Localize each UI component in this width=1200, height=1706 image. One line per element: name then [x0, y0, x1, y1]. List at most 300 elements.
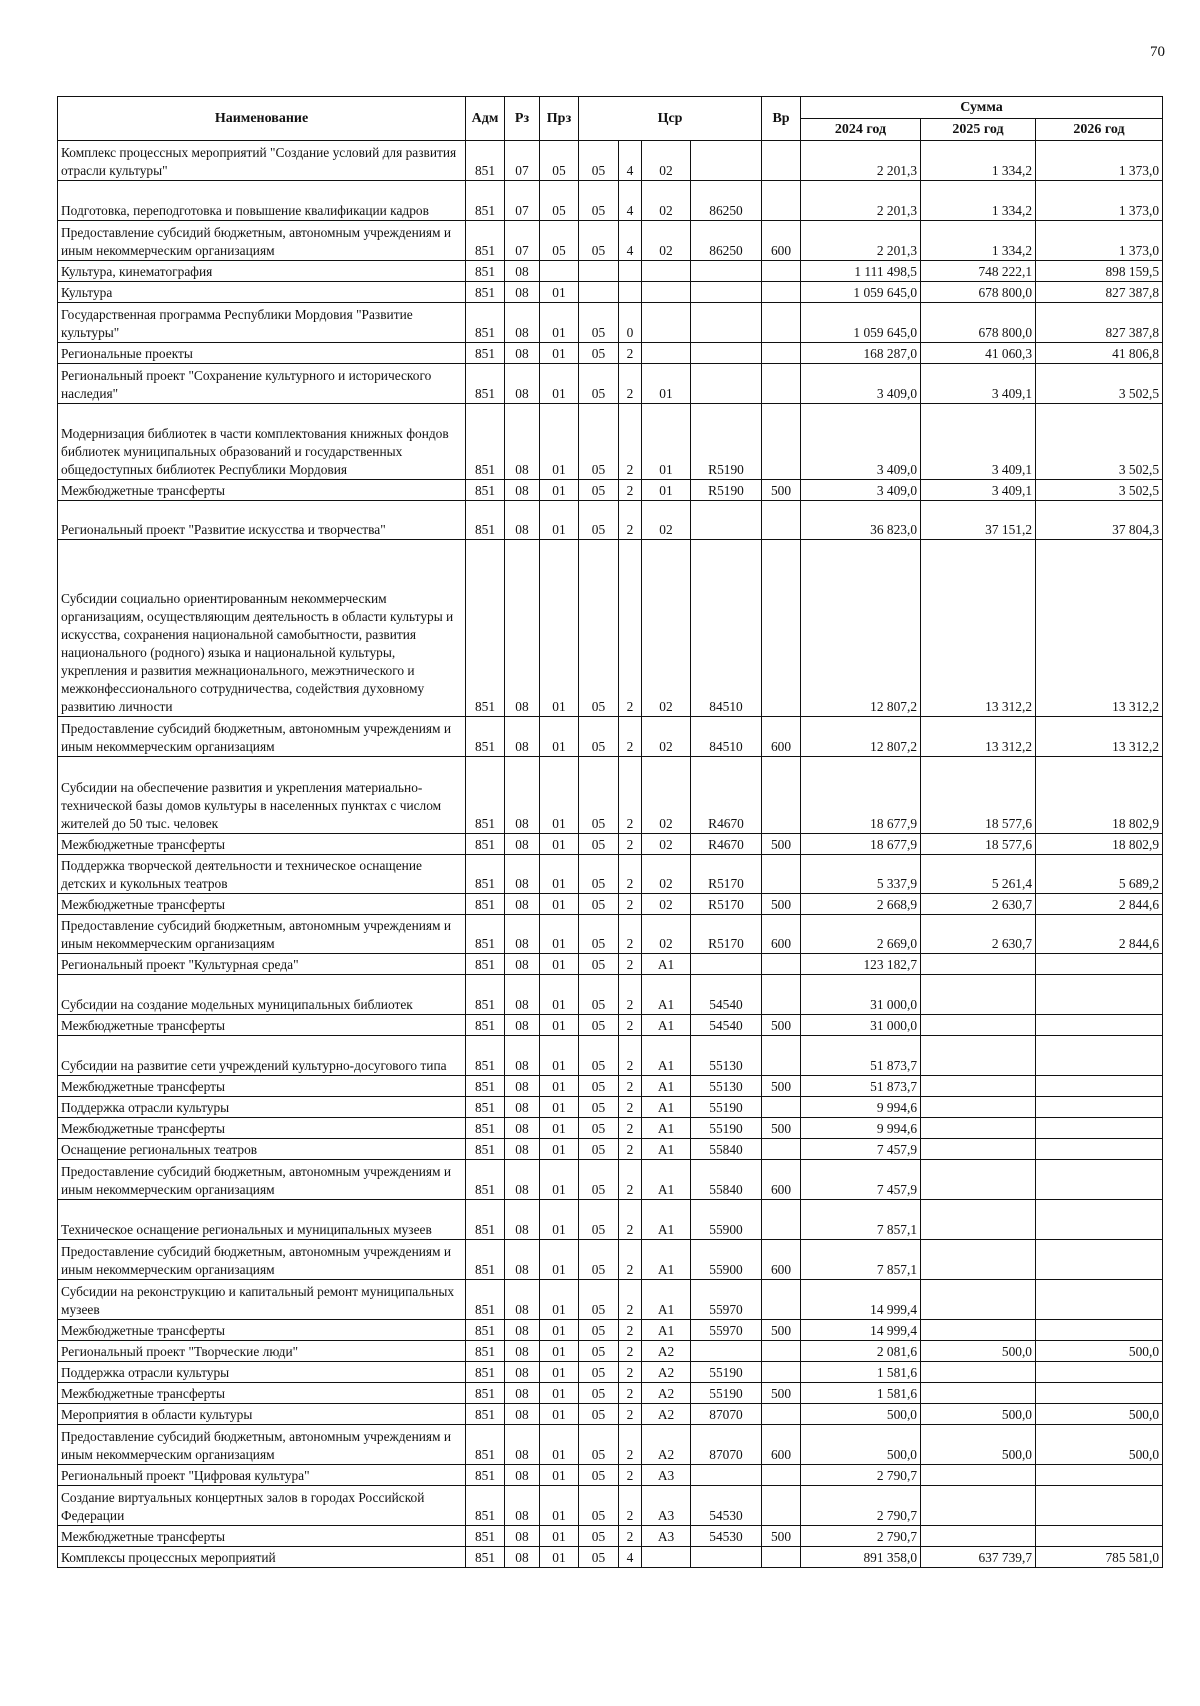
cell-vr [762, 975, 801, 1015]
cell-adm: 851 [466, 1036, 505, 1076]
cell-sum-2026: 500,0 [1036, 1341, 1163, 1362]
table-row [58, 1486, 1163, 1526]
table-row [58, 894, 1163, 915]
cell-name: Межбюджетные трансферты [58, 894, 466, 915]
cell-rz: 08 [505, 1425, 540, 1465]
cell-tsr-type: 2 [619, 834, 642, 855]
cell-tsr-type: 2 [619, 404, 642, 480]
cell-prz: 01 [540, 975, 579, 1015]
cell-tsr-program: 05 [579, 915, 619, 954]
cell-tsr-type: 2 [619, 1015, 642, 1036]
cell-prz: 01 [540, 364, 579, 404]
cell-adm: 851 [466, 480, 505, 501]
table-row [58, 975, 1163, 1015]
cell-tsr-direction: 86250 [691, 181, 762, 221]
cell-sum-2025: 500,0 [921, 1404, 1036, 1425]
cell-sum-2025: 3 409,1 [921, 404, 1036, 480]
cell-prz: 01 [540, 1383, 579, 1404]
cell-sum-2024: 123 182,7 [801, 954, 921, 975]
cell-tsr-program [579, 282, 619, 303]
header-prz: Прз [540, 97, 579, 141]
cell-tsr-project: A1 [642, 1015, 691, 1036]
cell-sum-2024: 7 857,1 [801, 1240, 921, 1280]
cell-tsr-project: 02 [642, 540, 691, 717]
cell-vr: 500 [762, 1526, 801, 1547]
cell-sum-2024: 1 059 645,0 [801, 282, 921, 303]
cell-sum-2024: 5 337,9 [801, 855, 921, 894]
cell-name: Культура [58, 282, 466, 303]
cell-sum-2024: 1 059 645,0 [801, 303, 921, 343]
cell-rz: 08 [505, 480, 540, 501]
table-row [58, 1280, 1163, 1320]
cell-tsr-direction [691, 141, 762, 181]
cell-tsr-project: A1 [642, 1076, 691, 1097]
cell-tsr-direction [691, 1465, 762, 1486]
cell-tsr-program: 05 [579, 1280, 619, 1320]
table-row [58, 480, 1163, 501]
cell-name: Культура, кинематография [58, 261, 466, 282]
cell-prz: 01 [540, 1404, 579, 1425]
cell-tsr-program: 05 [579, 1015, 619, 1036]
cell-tsr-program: 05 [579, 303, 619, 343]
table-row [58, 1015, 1163, 1036]
cell-adm: 851 [466, 540, 505, 717]
cell-prz: 05 [540, 221, 579, 261]
table-row [58, 343, 1163, 364]
cell-name: Субсидии на реконструкцию и капитальный ремонт муниципальных музеев [58, 1280, 466, 1320]
cell-tsr-project: 02 [642, 181, 691, 221]
cell-tsr-direction [691, 954, 762, 975]
cell-vr: 600 [762, 915, 801, 954]
cell-tsr-direction: 55130 [691, 1076, 762, 1097]
cell-sum-2024: 1 581,6 [801, 1362, 921, 1383]
cell-name: Предоставление субсидий бюджетным, автономным учреждениям и иным некоммерческим организациям [58, 1240, 466, 1280]
cell-sum-2024: 7 457,9 [801, 1139, 921, 1160]
cell-rz: 08 [505, 1362, 540, 1383]
table-row [58, 1139, 1163, 1160]
cell-rz: 08 [505, 1383, 540, 1404]
cell-prz: 01 [540, 757, 579, 834]
cell-adm: 851 [466, 954, 505, 975]
table-row [58, 1404, 1163, 1425]
table-row [58, 1425, 1163, 1465]
cell-tsr-project: A1 [642, 954, 691, 975]
cell-name: Субсидии социально ориентированным некоммерческим организациям, осуществляющим деятельность в области культуры и искусства, сохранения национальной самобытности, развития национального (родного) языка и национальной культуры, укрепления и развития межнационального, межэтнического и межконфессионального сотрудничества, содействия духовному развитию личности [58, 540, 466, 717]
cell-vr [762, 1097, 801, 1118]
cell-rz: 08 [505, 1526, 540, 1547]
cell-sum-2024: 31 000,0 [801, 975, 921, 1015]
cell-rz: 08 [505, 540, 540, 717]
cell-tsr-direction: 55840 [691, 1160, 762, 1200]
cell-sum-2026: 13 312,2 [1036, 540, 1163, 717]
cell-tsr-direction: R5190 [691, 404, 762, 480]
cell-name: Подготовка, переподготовка и повышение квалификации кадров [58, 181, 466, 221]
cell-rz: 08 [505, 894, 540, 915]
cell-vr: 600 [762, 717, 801, 757]
cell-tsr-project: 01 [642, 364, 691, 404]
cell-sum-2024: 9 994,6 [801, 1097, 921, 1118]
cell-vr: 500 [762, 1383, 801, 1404]
table-row [58, 1160, 1163, 1200]
cell-tsr-program: 05 [579, 1341, 619, 1362]
cell-adm: 851 [466, 282, 505, 303]
table-row [58, 954, 1163, 975]
cell-sum-2026: 785 581,0 [1036, 1547, 1163, 1568]
cell-tsr-type: 0 [619, 303, 642, 343]
cell-vr: 500 [762, 1320, 801, 1341]
cell-tsr-direction [691, 282, 762, 303]
cell-tsr-direction: R5190 [691, 480, 762, 501]
cell-name: Создание виртуальных концертных залов в городах Российской Федерации [58, 1486, 466, 1526]
cell-tsr-program [579, 261, 619, 282]
cell-rz: 08 [505, 1240, 540, 1280]
cell-sum-2024: 7 857,1 [801, 1200, 921, 1240]
header-year-2026: 2026 год [1036, 119, 1163, 141]
cell-tsr-project: A1 [642, 1280, 691, 1320]
cell-sum-2024: 2 669,0 [801, 915, 921, 954]
cell-sum-2025 [921, 1320, 1036, 1341]
cell-vr: 600 [762, 221, 801, 261]
cell-adm: 851 [466, 343, 505, 364]
cell-sum-2026 [1036, 1139, 1163, 1160]
cell-vr [762, 1404, 801, 1425]
cell-tsr-direction: 55900 [691, 1240, 762, 1280]
cell-adm: 851 [466, 1404, 505, 1425]
cell-tsr-type [619, 261, 642, 282]
cell-tsr-type: 2 [619, 1341, 642, 1362]
cell-tsr-type: 2 [619, 757, 642, 834]
cell-sum-2025: 41 060,3 [921, 343, 1036, 364]
cell-adm: 851 [466, 757, 505, 834]
cell-tsr-program: 05 [579, 501, 619, 540]
cell-vr [762, 261, 801, 282]
table-row [58, 855, 1163, 894]
cell-tsr-project: A2 [642, 1362, 691, 1383]
cell-adm: 851 [466, 1320, 505, 1341]
cell-rz: 08 [505, 757, 540, 834]
cell-adm: 851 [466, 1362, 505, 1383]
cell-tsr-type [619, 282, 642, 303]
cell-sum-2026: 500,0 [1036, 1404, 1163, 1425]
cell-prz: 01 [540, 894, 579, 915]
table-row [58, 1341, 1163, 1362]
cell-rz: 08 [505, 1076, 540, 1097]
cell-tsr-program: 05 [579, 1362, 619, 1383]
cell-sum-2025 [921, 1118, 1036, 1139]
cell-tsr-project: 02 [642, 855, 691, 894]
cell-tsr-direction: 86250 [691, 221, 762, 261]
cell-sum-2025 [921, 1076, 1036, 1097]
cell-sum-2024: 3 409,0 [801, 480, 921, 501]
cell-adm: 851 [466, 1240, 505, 1280]
cell-adm: 851 [466, 855, 505, 894]
cell-prz: 01 [540, 1341, 579, 1362]
cell-sum-2025: 3 409,1 [921, 480, 1036, 501]
cell-name: Поддержка отрасли культуры [58, 1362, 466, 1383]
cell-tsr-program: 05 [579, 717, 619, 757]
cell-vr: 500 [762, 1076, 801, 1097]
cell-tsr-direction: 55190 [691, 1118, 762, 1139]
cell-tsr-project [642, 1547, 691, 1568]
cell-tsr-program: 05 [579, 954, 619, 975]
cell-tsr-direction: 55190 [691, 1383, 762, 1404]
cell-prz: 01 [540, 501, 579, 540]
cell-rz: 08 [505, 1139, 540, 1160]
cell-tsr-type: 2 [619, 975, 642, 1015]
cell-tsr-direction: 55970 [691, 1320, 762, 1341]
cell-vr [762, 364, 801, 404]
cell-sum-2026 [1036, 1015, 1163, 1036]
cell-sum-2026 [1036, 1280, 1163, 1320]
cell-sum-2024: 2 790,7 [801, 1526, 921, 1547]
cell-sum-2026: 1 373,0 [1036, 221, 1163, 261]
cell-tsr-project: A1 [642, 1118, 691, 1139]
cell-sum-2026: 18 802,9 [1036, 757, 1163, 834]
cell-rz: 08 [505, 1200, 540, 1240]
cell-rz: 08 [505, 1097, 540, 1118]
cell-tsr-program: 05 [579, 894, 619, 915]
cell-tsr-direction [691, 1547, 762, 1568]
cell-tsr-program: 05 [579, 141, 619, 181]
cell-sum-2024: 500,0 [801, 1404, 921, 1425]
header-year-2025: 2025 год [921, 119, 1036, 141]
cell-sum-2026: 13 312,2 [1036, 717, 1163, 757]
cell-sum-2025: 18 577,6 [921, 834, 1036, 855]
cell-sum-2026: 2 844,6 [1036, 915, 1163, 954]
table-row [58, 261, 1163, 282]
cell-vr [762, 1280, 801, 1320]
cell-tsr-type: 2 [619, 1383, 642, 1404]
cell-name: Предоставление субсидий бюджетным, автономным учреждениям и иным некоммерческим организациям [58, 1425, 466, 1465]
cell-sum-2025 [921, 1486, 1036, 1526]
cell-sum-2025: 37 151,2 [921, 501, 1036, 540]
cell-adm: 851 [466, 364, 505, 404]
table-row [58, 1362, 1163, 1383]
table-row [58, 1076, 1163, 1097]
cell-tsr-project [642, 282, 691, 303]
cell-name: Региональный проект "Сохранение культурного и исторического наследия" [58, 364, 466, 404]
cell-vr: 600 [762, 1160, 801, 1200]
cell-name: Мероприятия в области культуры [58, 1404, 466, 1425]
cell-tsr-type: 2 [619, 1200, 642, 1240]
cell-sum-2024: 9 994,6 [801, 1118, 921, 1139]
cell-name: Предоставление субсидий бюджетным, автономным учреждениям и иным некоммерческим организациям [58, 1160, 466, 1200]
cell-vr [762, 1036, 801, 1076]
cell-prz: 01 [540, 540, 579, 717]
cell-tsr-program: 05 [579, 1547, 619, 1568]
cell-sum-2025 [921, 1139, 1036, 1160]
cell-name: Межбюджетные трансферты [58, 834, 466, 855]
cell-tsr-program: 05 [579, 757, 619, 834]
cell-tsr-type: 2 [619, 343, 642, 364]
cell-tsr-project: A2 [642, 1404, 691, 1425]
cell-sum-2026: 37 804,3 [1036, 501, 1163, 540]
cell-adm: 851 [466, 1280, 505, 1320]
cell-name: Государственная программа Республики Мордовия "Развитие культуры" [58, 303, 466, 343]
cell-tsr-project: 02 [642, 894, 691, 915]
cell-sum-2026 [1036, 1526, 1163, 1547]
header-name: Наименование [58, 97, 466, 141]
cell-tsr-project: 02 [642, 221, 691, 261]
cell-vr [762, 1139, 801, 1160]
cell-prz: 01 [540, 954, 579, 975]
table-row [58, 1547, 1163, 1568]
cell-prz [540, 261, 579, 282]
cell-sum-2024: 1 581,6 [801, 1383, 921, 1404]
cell-sum-2026: 898 159,5 [1036, 261, 1163, 282]
cell-tsr-program: 05 [579, 480, 619, 501]
cell-sum-2024: 2 201,3 [801, 181, 921, 221]
cell-sum-2024: 2 790,7 [801, 1465, 921, 1486]
cell-name: Региональные проекты [58, 343, 466, 364]
cell-vr [762, 855, 801, 894]
cell-rz: 08 [505, 1465, 540, 1486]
cell-tsr-type: 2 [619, 480, 642, 501]
cell-sum-2026 [1036, 1160, 1163, 1200]
cell-prz: 05 [540, 181, 579, 221]
cell-sum-2026: 3 502,5 [1036, 404, 1163, 480]
cell-rz: 08 [505, 975, 540, 1015]
cell-rz: 08 [505, 1486, 540, 1526]
cell-sum-2025 [921, 1097, 1036, 1118]
cell-sum-2026 [1036, 1383, 1163, 1404]
cell-sum-2024: 18 677,9 [801, 757, 921, 834]
cell-tsr-direction: 55900 [691, 1200, 762, 1240]
cell-tsr-project: A1 [642, 1200, 691, 1240]
cell-sum-2024: 7 457,9 [801, 1160, 921, 1200]
cell-tsr-project: 02 [642, 834, 691, 855]
cell-prz: 01 [540, 1200, 579, 1240]
cell-tsr-project: 01 [642, 404, 691, 480]
cell-sum-2025: 1 334,2 [921, 141, 1036, 181]
cell-tsr-program: 05 [579, 1425, 619, 1465]
cell-name: Комплекс процессных мероприятий "Создание условий для развития отрасли культуры" [58, 141, 466, 181]
cell-tsr-type: 2 [619, 1526, 642, 1547]
cell-prz: 01 [540, 1362, 579, 1383]
cell-name: Межбюджетные трансферты [58, 1076, 466, 1097]
cell-sum-2025: 2 630,7 [921, 915, 1036, 954]
cell-tsr-project: 02 [642, 915, 691, 954]
cell-tsr-type: 2 [619, 1240, 642, 1280]
cell-tsr-type: 2 [619, 1320, 642, 1341]
cell-adm: 851 [466, 141, 505, 181]
cell-sum-2024: 2 201,3 [801, 141, 921, 181]
cell-tsr-project: A3 [642, 1526, 691, 1547]
cell-tsr-type: 2 [619, 1280, 642, 1320]
cell-adm: 851 [466, 261, 505, 282]
cell-tsr-type: 2 [619, 1076, 642, 1097]
cell-adm: 851 [466, 975, 505, 1015]
cell-prz: 01 [540, 1240, 579, 1280]
cell-sum-2026: 1 373,0 [1036, 141, 1163, 181]
cell-sum-2026 [1036, 1320, 1163, 1341]
table-row [58, 1320, 1163, 1341]
cell-name: Субсидии на обеспечение развития и укрепления материально-технической базы домов культуры в населенных пунктах с числом жителей до 50 тыс. человек [58, 757, 466, 834]
cell-vr [762, 181, 801, 221]
header-tsr: Цср [579, 97, 762, 141]
header-sum: Сумма [801, 97, 1163, 119]
cell-sum-2024: 12 807,2 [801, 540, 921, 717]
cell-sum-2025 [921, 1362, 1036, 1383]
cell-name: Межбюджетные трансферты [58, 1320, 466, 1341]
cell-rz: 08 [505, 855, 540, 894]
cell-name: Предоставление субсидий бюджетным, автономным учреждениям и иным некоммерческим организациям [58, 915, 466, 954]
cell-tsr-type: 2 [619, 1404, 642, 1425]
cell-prz: 01 [540, 1015, 579, 1036]
cell-adm: 851 [466, 1425, 505, 1465]
table-row [58, 1465, 1163, 1486]
table-row [58, 915, 1163, 954]
cell-adm: 851 [466, 717, 505, 757]
cell-sum-2026 [1036, 1240, 1163, 1280]
cell-tsr-project: A2 [642, 1341, 691, 1362]
cell-tsr-type: 2 [619, 717, 642, 757]
cell-tsr-direction: R4670 [691, 834, 762, 855]
cell-adm: 851 [466, 181, 505, 221]
table-row [58, 757, 1163, 834]
cell-tsr-direction: 55190 [691, 1097, 762, 1118]
cell-name: Региональный проект "Культурная среда" [58, 954, 466, 975]
cell-tsr-type: 2 [619, 1139, 642, 1160]
cell-rz: 08 [505, 834, 540, 855]
cell-sum-2026: 41 806,8 [1036, 343, 1163, 364]
cell-sum-2025: 5 261,4 [921, 855, 1036, 894]
cell-sum-2024: 3 409,0 [801, 364, 921, 404]
cell-prz: 01 [540, 855, 579, 894]
cell-rz: 08 [505, 364, 540, 404]
cell-tsr-direction [691, 343, 762, 364]
cell-rz: 07 [505, 141, 540, 181]
cell-tsr-program: 05 [579, 1526, 619, 1547]
cell-rz: 08 [505, 915, 540, 954]
cell-sum-2026 [1036, 975, 1163, 1015]
cell-tsr-direction [691, 501, 762, 540]
table-row [58, 1036, 1163, 1076]
table-row [58, 364, 1163, 404]
cell-prz: 01 [540, 303, 579, 343]
cell-rz: 07 [505, 181, 540, 221]
cell-sum-2026 [1036, 1200, 1163, 1240]
cell-prz: 01 [540, 1118, 579, 1139]
cell-vr [762, 1200, 801, 1240]
cell-tsr-project: 01 [642, 480, 691, 501]
cell-prz: 01 [540, 1547, 579, 1568]
cell-name: Межбюджетные трансферты [58, 480, 466, 501]
cell-tsr-project: A3 [642, 1486, 691, 1526]
cell-sum-2025 [921, 1200, 1036, 1240]
cell-name: Межбюджетные трансферты [58, 1118, 466, 1139]
cell-sum-2024: 51 873,7 [801, 1076, 921, 1097]
cell-sum-2026 [1036, 1097, 1163, 1118]
cell-tsr-program: 05 [579, 1486, 619, 1526]
cell-vr [762, 1465, 801, 1486]
cell-adm: 851 [466, 1097, 505, 1118]
cell-adm: 851 [466, 1118, 505, 1139]
cell-sum-2026 [1036, 954, 1163, 975]
cell-sum-2025 [921, 975, 1036, 1015]
cell-tsr-project: A1 [642, 1097, 691, 1118]
cell-sum-2024: 2 668,9 [801, 894, 921, 915]
cell-tsr-program: 05 [579, 1076, 619, 1097]
cell-sum-2026 [1036, 1036, 1163, 1076]
header-vr: Вр [762, 97, 801, 141]
cell-tsr-project: A1 [642, 1320, 691, 1341]
table-row [58, 1240, 1163, 1280]
cell-prz: 01 [540, 717, 579, 757]
cell-tsr-type: 2 [619, 1036, 642, 1076]
header-year-2024: 2024 год [801, 119, 921, 141]
cell-adm: 851 [466, 221, 505, 261]
